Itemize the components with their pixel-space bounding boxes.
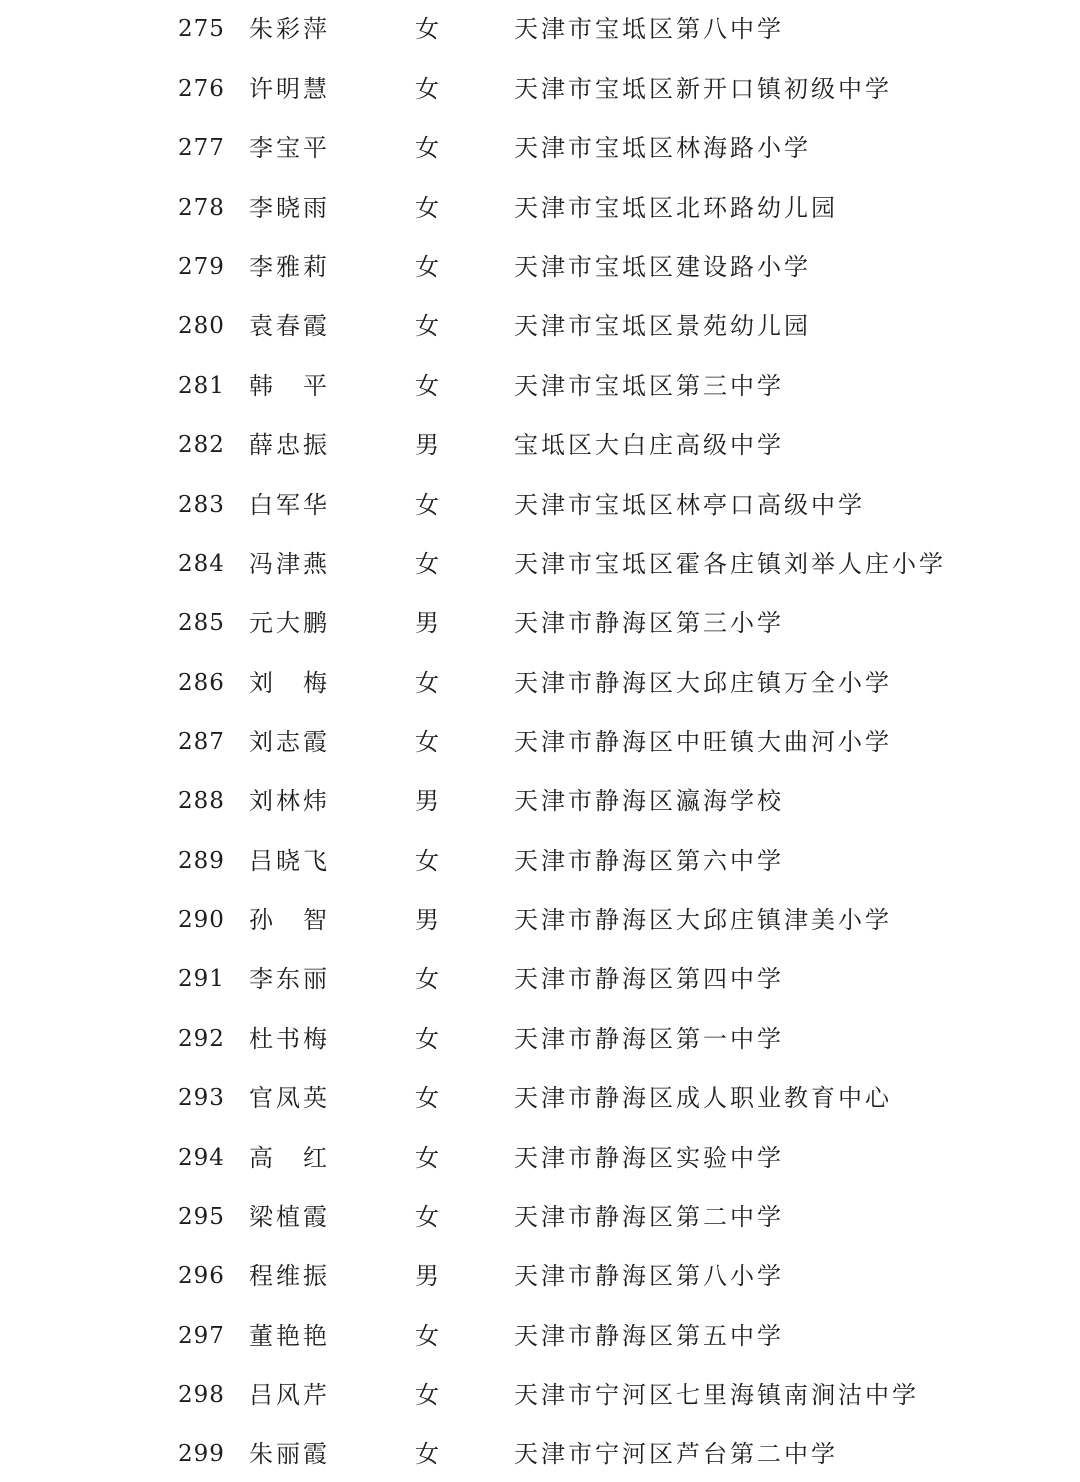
person-gender: 女 xyxy=(415,372,439,400)
row-number: 275 xyxy=(178,16,225,42)
row-number: 286 xyxy=(178,670,225,696)
work-unit: 天津市静海区大邱庄镇万全小学 xyxy=(514,669,892,697)
work-unit: 天津市宝坻区北环路幼儿园 xyxy=(514,194,838,222)
person-name: 许明慧 xyxy=(249,75,330,103)
work-unit: 天津市静海区第二中学 xyxy=(514,1203,784,1231)
row-number: 278 xyxy=(178,195,225,221)
work-unit: 天津市静海区第八小学 xyxy=(514,1262,784,1290)
row-number: 282 xyxy=(178,432,225,458)
row-number: 294 xyxy=(178,1145,225,1171)
person-gender: 女 xyxy=(415,965,439,993)
work-unit: 天津市静海区实验中学 xyxy=(514,1144,784,1172)
person-gender: 女 xyxy=(415,550,439,578)
person-gender: 女 xyxy=(415,669,439,697)
row-number: 293 xyxy=(178,1085,225,1111)
row-number: 292 xyxy=(178,1026,225,1052)
row-number: 288 xyxy=(178,788,225,814)
work-unit: 天津市静海区第三小学 xyxy=(514,609,784,637)
roster-row xyxy=(0,1375,1080,1415)
roster-row xyxy=(0,959,1080,999)
row-number: 287 xyxy=(178,729,225,755)
work-unit: 宝坻区大白庄高级中学 xyxy=(514,431,784,459)
roster-row xyxy=(0,603,1080,643)
work-unit: 天津市静海区成人职业教育中心 xyxy=(514,1084,892,1112)
row-number: 285 xyxy=(178,610,225,636)
person-gender: 女 xyxy=(415,728,439,756)
person-gender: 女 xyxy=(415,1322,439,1350)
person-name: 白军华 xyxy=(249,491,330,519)
person-gender: 女 xyxy=(415,847,439,875)
roster-row xyxy=(0,1138,1080,1178)
person-gender: 女 xyxy=(415,1440,439,1468)
person-name: 孙 智 xyxy=(249,906,330,934)
person-gender: 男 xyxy=(415,787,439,815)
person-name: 梁植霞 xyxy=(249,1203,330,1231)
row-number: 290 xyxy=(178,907,225,933)
roster-row xyxy=(0,425,1080,465)
person-name: 刘志霞 xyxy=(249,728,330,756)
person-name: 李东丽 xyxy=(249,965,330,993)
person-name: 吕晓飞 xyxy=(249,847,330,875)
person-name: 袁春霞 xyxy=(249,312,330,340)
row-number: 297 xyxy=(178,1323,225,1349)
work-unit: 天津市静海区大邱庄镇津美小学 xyxy=(514,906,892,934)
roster-row xyxy=(0,247,1080,287)
work-unit: 天津市宝坻区林亭口高级中学 xyxy=(514,491,865,519)
person-gender: 女 xyxy=(415,1144,439,1172)
person-name: 刘林炜 xyxy=(249,787,330,815)
work-unit: 天津市静海区第六中学 xyxy=(514,847,784,875)
person-name: 李雅莉 xyxy=(249,253,330,281)
person-name: 冯津燕 xyxy=(249,550,330,578)
person-name: 朱彩萍 xyxy=(249,15,330,43)
work-unit: 天津市静海区第五中学 xyxy=(514,1322,784,1350)
person-gender: 女 xyxy=(415,1381,439,1409)
roster-row xyxy=(0,663,1080,703)
row-number: 298 xyxy=(178,1382,225,1408)
person-name: 李晓雨 xyxy=(249,194,330,222)
roster-row xyxy=(0,722,1080,762)
person-gender: 女 xyxy=(415,1084,439,1112)
work-unit: 天津市宝坻区林海路小学 xyxy=(514,134,811,162)
row-number: 289 xyxy=(178,848,225,874)
person-gender: 女 xyxy=(415,15,439,43)
row-number: 283 xyxy=(178,492,225,518)
work-unit: 天津市宁河区七里海镇南涧沽中学 xyxy=(514,1381,919,1409)
work-unit: 天津市宝坻区景苑幼儿园 xyxy=(514,312,811,340)
roster-row xyxy=(0,841,1080,881)
roster-row xyxy=(0,1316,1080,1356)
roster-row xyxy=(0,781,1080,821)
roster-row xyxy=(0,1019,1080,1059)
work-unit: 天津市宝坻区第八中学 xyxy=(514,15,784,43)
person-name: 韩 平 xyxy=(249,372,330,400)
work-unit: 天津市宁河区芦台第二中学 xyxy=(514,1440,838,1468)
person-name: 刘 梅 xyxy=(249,669,330,697)
roster-row xyxy=(0,69,1080,109)
row-number: 280 xyxy=(178,313,225,339)
person-name: 官凤英 xyxy=(249,1084,330,1112)
work-unit: 天津市宝坻区建设路小学 xyxy=(514,253,811,281)
person-gender: 女 xyxy=(415,134,439,162)
person-name: 董艳艳 xyxy=(249,1322,330,1350)
row-number: 296 xyxy=(178,1263,225,1289)
person-name: 元大鹏 xyxy=(249,609,330,637)
person-name: 程维振 xyxy=(249,1262,330,1290)
roster-row xyxy=(0,1197,1080,1237)
roster-row xyxy=(0,306,1080,346)
work-unit: 天津市静海区瀛海学校 xyxy=(514,787,784,815)
work-unit: 天津市宝坻区霍各庄镇刘举人庄小学 xyxy=(514,550,946,578)
row-number: 279 xyxy=(178,254,225,280)
roster-row xyxy=(0,9,1080,49)
work-unit: 天津市静海区第四中学 xyxy=(514,965,784,993)
roster-row xyxy=(0,1256,1080,1296)
row-number: 299 xyxy=(178,1441,225,1467)
roster-row xyxy=(0,188,1080,228)
person-gender: 女 xyxy=(415,312,439,340)
person-gender: 男 xyxy=(415,906,439,934)
roster-row xyxy=(0,900,1080,940)
roster-row xyxy=(0,1434,1080,1474)
person-gender: 女 xyxy=(415,491,439,519)
roster-row xyxy=(0,1078,1080,1118)
person-gender: 男 xyxy=(415,609,439,637)
person-gender: 女 xyxy=(415,253,439,281)
person-name: 吕风芹 xyxy=(249,1381,330,1409)
person-gender: 女 xyxy=(415,194,439,222)
roster-row xyxy=(0,366,1080,406)
person-name: 朱丽霞 xyxy=(249,1440,330,1468)
work-unit: 天津市静海区中旺镇大曲河小学 xyxy=(514,728,892,756)
work-unit: 天津市宝坻区新开口镇初级中学 xyxy=(514,75,892,103)
row-number: 281 xyxy=(178,373,225,399)
person-gender: 女 xyxy=(415,1203,439,1231)
person-name: 李宝平 xyxy=(249,134,330,162)
roster-row xyxy=(0,544,1080,584)
person-gender: 男 xyxy=(415,431,439,459)
row-number: 295 xyxy=(178,1204,225,1230)
roster-row xyxy=(0,128,1080,168)
row-number: 284 xyxy=(178,551,225,577)
roster-row xyxy=(0,485,1080,525)
person-gender: 女 xyxy=(415,1025,439,1053)
work-unit: 天津市静海区第一中学 xyxy=(514,1025,784,1053)
person-name: 薛忠振 xyxy=(249,431,330,459)
work-unit: 天津市宝坻区第三中学 xyxy=(514,372,784,400)
row-number: 291 xyxy=(178,966,225,992)
row-number: 276 xyxy=(178,76,225,102)
person-gender: 女 xyxy=(415,75,439,103)
person-name: 高 红 xyxy=(249,1144,330,1172)
person-name: 杜书梅 xyxy=(249,1025,330,1053)
row-number: 277 xyxy=(178,135,225,161)
person-gender: 男 xyxy=(415,1262,439,1290)
